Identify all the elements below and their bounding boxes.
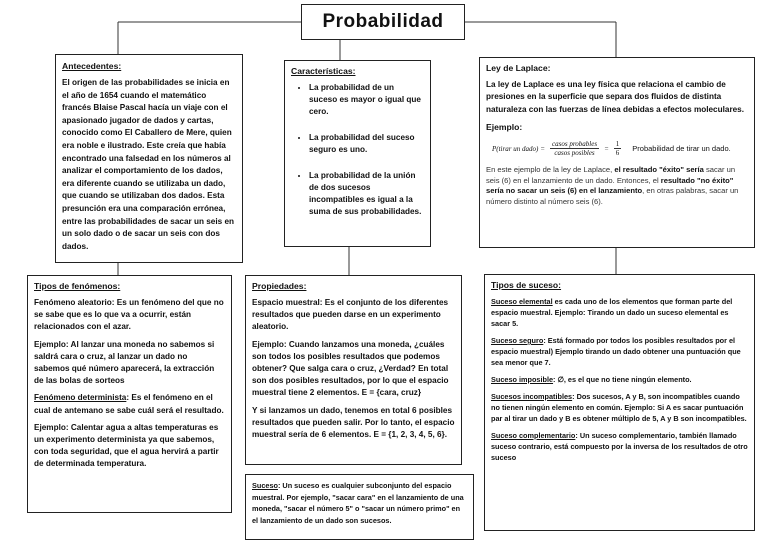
fenomenos-box: [27, 275, 232, 513]
caracteristicas-list: [291, 82, 424, 218]
suceso-complementario-text: : Un suceso complementario, también llamado suceso contrario, está compuesto por la inversa de los resultados de otro suceso: [491, 431, 748, 462]
laplace-formula: [492, 140, 748, 157]
sucesos-incompatibles: [491, 391, 748, 424]
suceso-imposible: [491, 374, 748, 385]
laplace-example-label: Ejemplo:: [486, 122, 523, 133]
propiedad-ejemplo-dado: Y si lanzamos un dado, tenemos en total 6 posibles resultados que pueden salir. Por lo tanto, el espacio muestral sería de 6 elementos. E = {1, 2, 3, 4, 5, 6}.: [252, 405, 455, 440]
determinista-text: : Es el fenómeno en el cual de antemano se sabe cuál será el resultado.: [34, 393, 224, 415]
determinista-label: Fenómeno determinista: [34, 393, 127, 403]
laplace-heading: Ley de Laplace:: [486, 63, 551, 73]
caracteristica-item: • La probabilidad del suceso seguro es uno.: [309, 132, 424, 156]
page-title: Probabilidad: [322, 11, 444, 32]
suceso-seguro-text: : Está formado por todos los posibles resultados por el espacio muestral) Ejemplo tirando un dado obtener una puntuación que sea menor que 7.: [491, 336, 741, 367]
example-bold-1: el resultado "éxito" sería: [614, 165, 704, 175]
formula-caption: Probabilidad de tirar un dado.: [632, 144, 731, 154]
laplace-body: La ley de Laplace es una ley física que relaciona el cambio de presiones en la superficie que separa dos fluidos de distinta naturaleza con las fuerzas de línea debidas a efectos moleculares.: [486, 80, 745, 114]
propiedad-espacio-muestral: Espacio muestral: Es el conjunto de los diferentes resultados que pueden darse en un experimento aleatorio.: [252, 298, 449, 332]
suceso-elemental-text: es cada uno de los elementos que forman parte del espacio muestral. Ejemplo: Tirando un dado un suceso elemental es sacar 5.: [491, 297, 733, 328]
antecedentes-box: [55, 54, 243, 263]
suceso-complementario-label: Suceso complementario: [491, 431, 576, 440]
formula-value-num: 1: [615, 140, 620, 149]
laplace-example-text: [486, 165, 748, 207]
suceso-seguro: [491, 335, 748, 368]
antecedentes-body: El origen de las probabilidades se inicia en el año de 1654 cuando el matemático francés Blaise Pascal hacía un viaje con el apasionado jugador de dados y cartas, conocido como El Caballero de Mere, quien era noble e ilustrado. Este creía que había encontrado una falsedad en los números al analizar el comportamiento de los dados, era diferente cuando se utilizaba un dado, que cuando se utilizaban dos dados. Esta presunción era una comparación errónea, entre las probabilidades de sacar un seis en un solo dado o de sacar un seis con dos dados.: [62, 78, 235, 251]
laplace-box: [479, 57, 755, 248]
example-text-1: En este ejemplo de la ley de Laplace,: [486, 165, 615, 175]
caracteristicas-box: [284, 60, 431, 247]
formula-denominator: casos posibles: [554, 149, 595, 158]
fenomeno-ejemplo-2: Ejemplo: Calentar agua a altas temperaturas es un experimento determinista ya que sabemos, con toda seguridad, que el agua hervirá a partir de determinada temperatura.: [34, 422, 219, 469]
fenomeno-determinista: [34, 392, 225, 416]
formula-fraction: [550, 140, 599, 157]
suceso-box: [245, 474, 474, 540]
propiedad-ejemplo-moneda: Ejemplo: Cuando lanzamos una moneda, ¿cuáles son todos los posibles resultados que podemos obtener? Que salga cara o cruz, ¿Verdad? En total son dos posibles resultados, por lo que el espacio muestral tiene 2 elementos. E = {cara, cruz}: [252, 339, 449, 398]
formula-eq: =: [540, 144, 546, 153]
caracteristica-item: • La probabilidad de la unión de dos sucesos incompatibles es igual a la suma de sus probabilidades.: [309, 170, 424, 218]
suceso-imposible-text: : ∅, es el que no tiene ningún elemento.: [553, 375, 692, 384]
example-text-3: , en otras palabras, sacar un número distinto al número seis (6).: [486, 186, 739, 206]
caracteristica-item: • La probabilidad de un suceso es mayor o igual que cero.: [309, 82, 424, 118]
suceso-complementario: [491, 430, 748, 463]
title-box: [301, 4, 465, 40]
suceso-elemental-label: Suceso elemental: [491, 297, 553, 306]
sucesos-incompatibles-label: Sucesos incompatibles: [491, 392, 573, 401]
suceso-label: Suceso: [252, 481, 278, 490]
fenomeno-aleatorio: Fenómeno aleatorio: Es un fenómeno del que no se sabe que es lo que va a ocurrir, están relacionados con el azar.: [34, 298, 224, 332]
fenomeno-ejemplo-1: Ejemplo: Al lanzar una moneda no sabemos si saldrá cara o cruz, al lanzar un dado no sabemos qué número aparecerá, la extracción de las bolas de sorteos: [34, 339, 215, 386]
suceso-definition: [252, 480, 467, 526]
tipos-suceso-box: [484, 274, 755, 531]
propiedades-box: [245, 275, 462, 465]
formula-lhs: P(tirar un dado): [492, 144, 539, 153]
example-text-2: sacar un seis (6) en el lanzamiento de un dado. Entonces, el: [486, 165, 736, 185]
example-bold-2: resultado "no éxito" sería no sacar un seis (6) en el lanzamiento: [486, 175, 734, 196]
suceso-imposible-label: Suceso imposible: [491, 375, 554, 384]
caracteristicas-heading: Características:: [291, 66, 356, 76]
formula-eq-2: =: [604, 144, 609, 153]
propiedades-heading: Propiedades:: [252, 281, 307, 291]
formula-numerator: casos probables: [552, 140, 598, 149]
suceso-text: : Un suceso es cualquier subconjunto del espacio muestral. Por ejemplo, "sacar cara" en el lanzamiento de una moneda, "sacar el número 5" o "sacar un número primo" en el lanzamiento de un dado son sucesos.: [252, 481, 464, 525]
suceso-elemental: [491, 296, 748, 329]
formula-value: [614, 140, 622, 157]
tipos-suceso-heading: Tipos de suceso:: [491, 280, 562, 290]
suceso-seguro-label: Suceso seguro: [491, 336, 544, 345]
sucesos-incompatibles-text: : Dos sucesos, A y B, son incompatibles cuando no tienen ningún elemento en común. Ejemplo: Si A es sacar puntuación par al tirar un dado y B es obtener múltiplo de 5, A y B son incompatibles.: [491, 392, 747, 423]
antecedentes-heading: Antecedentes:: [62, 61, 122, 71]
formula-value-den: 6: [615, 149, 620, 158]
fenomenos-heading: Tipos de fenómenos:: [34, 281, 121, 291]
